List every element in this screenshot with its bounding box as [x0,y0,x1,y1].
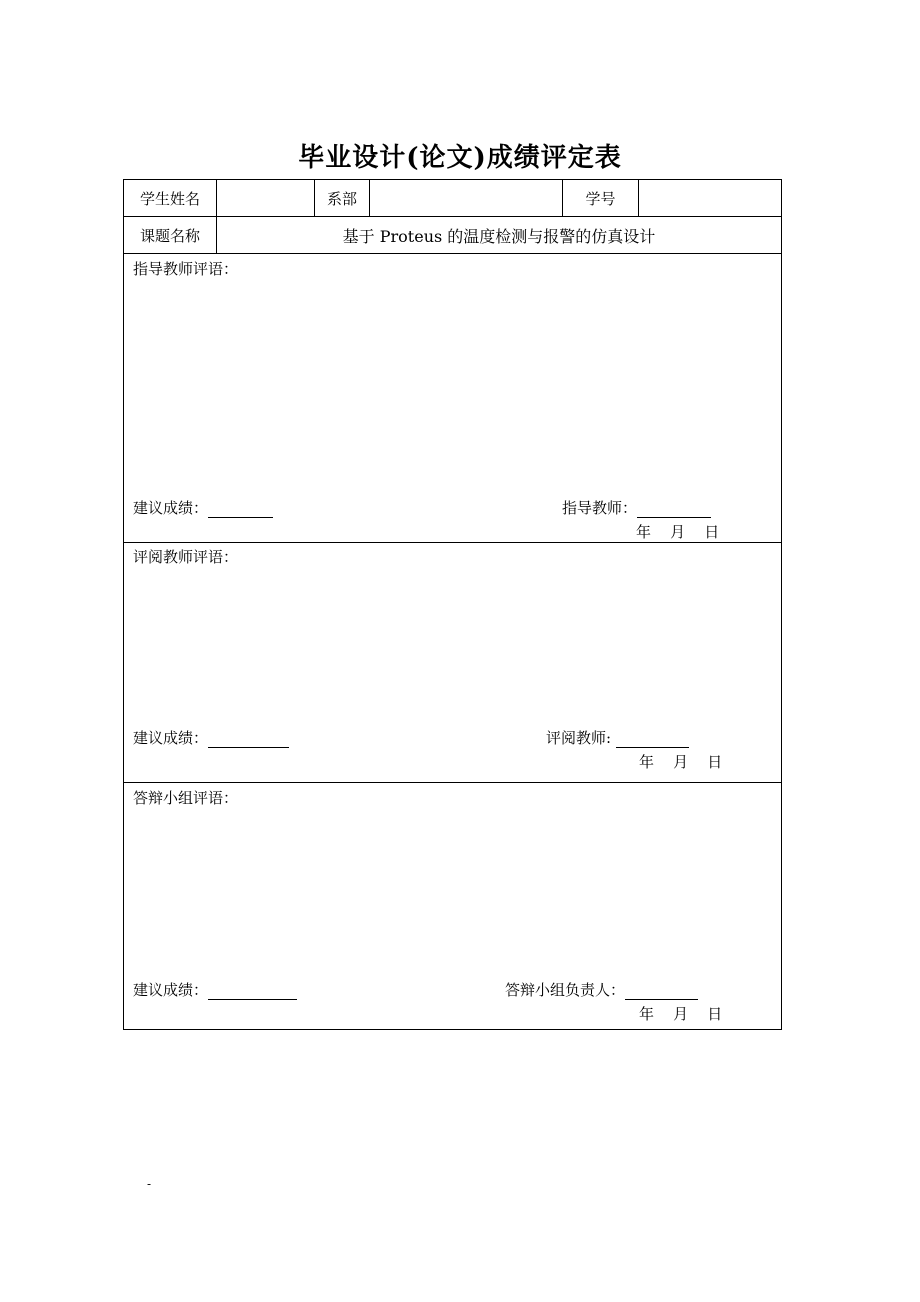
student-id-field[interactable] [639,180,781,216]
reviewer-signer-row [546,727,689,748]
defense-grade-row [133,979,297,1000]
topic-label: 课题名称 [139,226,200,245]
topic-field[interactable]: 基于 Proteus 的温度检测与报警的仿真设计 [342,226,656,246]
grade-evaluation-form [123,179,782,1030]
reviewer-grade-blank[interactable] [208,731,289,748]
advisor-signature-blank[interactable] [637,501,711,518]
reviewer-grade-row [133,727,289,748]
date-month-label: 月 [673,753,689,771]
reviewer-signature-blank[interactable] [616,731,689,748]
footer-mark: - [147,1177,152,1191]
advisor-signer-label: 指导教师： [562,499,638,517]
date-day-label: 日 [704,523,720,541]
date-year-label: 年 [639,753,655,771]
defense-signer-label: 答辩小组负责人： [505,981,626,999]
advisor-grade-row [133,497,273,518]
advisor-signer-row [562,497,711,518]
reviewer-grade-label: 建议成绩： [133,729,209,747]
date-month-label: 月 [673,1005,689,1023]
student-name-label: 学生姓名 [139,189,200,208]
reviewer-signer-label: 评阅教师: [546,729,612,747]
form-title: 毕业设计(论文)成绩评定表 [298,143,622,173]
reviewer-comment-label: 评阅教师评语： [133,548,239,566]
department-label: 系部 [326,189,357,208]
section-divider [124,782,781,783]
date-day-label: 日 [707,1005,723,1023]
defense-date [639,1003,722,1024]
defense-grade-label: 建议成绩： [133,981,209,999]
reviewer-date [639,751,722,772]
student-id-label: 学号 [585,189,616,208]
defense-grade-blank[interactable] [208,983,297,1000]
student-name-field[interactable] [217,180,314,216]
date-month-label: 月 [670,523,686,541]
date-day-label: 日 [707,753,723,771]
date-year-label: 年 [636,523,652,541]
section-divider [124,542,781,543]
advisor-grade-label: 建议成绩： [133,499,209,517]
defense-comment-label: 答辩小组评语： [133,789,239,807]
defense-signature-blank[interactable] [625,983,698,1000]
department-field[interactable] [370,180,562,216]
row-divider [124,253,781,254]
advisor-comment-label: 指导教师评语： [133,260,239,278]
advisor-grade-blank[interactable] [208,501,273,518]
date-year-label: 年 [639,1005,655,1023]
advisor-date [636,521,719,542]
defense-signer-row [505,979,698,1000]
